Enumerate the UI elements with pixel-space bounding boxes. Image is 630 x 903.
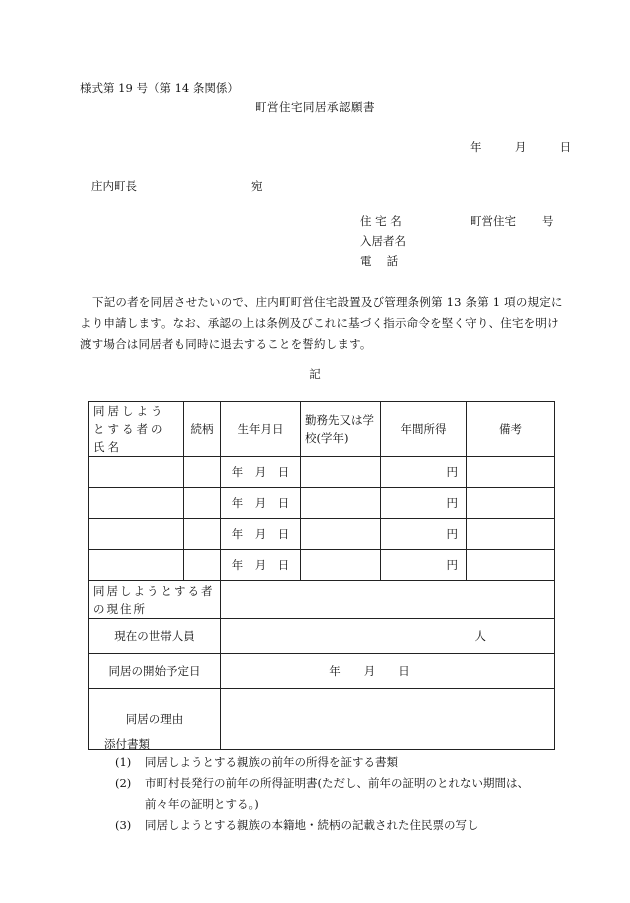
income-cell[interactable]: 円 (381, 488, 467, 519)
start-date-label: 同居の開始予定日 (89, 654, 221, 689)
phone-label: 電 話 (360, 254, 399, 268)
relation-cell[interactable] (184, 550, 221, 581)
attachment-number: (2) (115, 776, 132, 790)
header-income: 年間所得 (381, 402, 467, 457)
declaration-paragraph: 下記の者を同居させたいので、庄内町町営住宅設置及び管理条例第 13 条第 1 項の規定により申請します。なお、承認の上は条例及びこれに基づく指示命令を堅く守り、住宅を明け渡す場合は同居者も同時に退去することを誓約します。 (80, 295, 563, 351)
relation-cell[interactable] (184, 519, 221, 550)
name-cell[interactable] (89, 488, 184, 519)
addressee-name: 庄内町長 (91, 179, 137, 193)
table-row (89, 457, 555, 488)
ki-heading: 記 (309, 367, 321, 381)
attachment-number: (1) (115, 755, 132, 769)
attachment-text: 同居しようとする親族の本籍地・続柄の記載された住民票の写し (145, 818, 479, 832)
work-cell[interactable] (301, 550, 381, 581)
attachment-text: 同居しようとする親族の前年の所得を証する書類 (145, 755, 398, 769)
address-cell[interactable] (221, 581, 555, 619)
name-cell[interactable] (89, 550, 184, 581)
header-birth: 生年月日 (221, 402, 301, 457)
attachment-number: (3) (115, 818, 132, 832)
house-number-suffix: 号 (542, 214, 554, 228)
form-number: 様式第 19 号（第 14 条関係） (80, 81, 239, 95)
income-cell[interactable]: 円 (381, 550, 467, 581)
table-row (89, 550, 555, 581)
table-header-row (89, 402, 555, 457)
reason-row (89, 689, 555, 750)
house-name-value (470, 213, 554, 229)
work-cell[interactable] (301, 457, 381, 488)
notes-cell[interactable] (467, 488, 555, 519)
reason-cell[interactable] (221, 689, 555, 750)
table-row (89, 488, 555, 519)
work-cell[interactable] (301, 519, 381, 550)
header-work: 勤務先又は学校(学年) (301, 402, 381, 457)
header-name: 同居しようとする者の氏名 (89, 402, 184, 457)
reason-label: 同居の理由 (89, 689, 221, 750)
cohabitant-table (88, 401, 555, 750)
household-cell[interactable]: 人 (221, 619, 555, 654)
household-row (89, 619, 555, 654)
birth-cell[interactable]: 年 月 日 (221, 457, 301, 488)
notes-cell[interactable] (467, 550, 555, 581)
address-label: 同居しようとする者の現住所 (89, 581, 221, 619)
start-date-cell[interactable]: 年 月 日 (221, 654, 555, 689)
birth-cell[interactable]: 年 月 日 (221, 550, 301, 581)
birth-cell[interactable]: 年 月 日 (221, 519, 301, 550)
work-cell[interactable] (301, 488, 381, 519)
birth-cell[interactable]: 年 月 日 (221, 488, 301, 519)
attachments-title: 添付書類 (104, 737, 150, 751)
start-date-row (89, 654, 555, 689)
document-title: 町営住宅同居承認願書 (255, 100, 375, 114)
date-day: 日 (559, 140, 572, 154)
house-name-label: 住 宅 名 (360, 214, 402, 228)
name-cell[interactable] (89, 519, 184, 550)
header-notes: 備考 (467, 402, 555, 457)
attachment-item (115, 752, 565, 773)
date-month: 月 (514, 140, 527, 154)
addressee-suffix: 宛 (251, 179, 263, 193)
address-row (89, 581, 555, 619)
relation-cell[interactable] (184, 488, 221, 519)
attachment-text: 市町村長発行の前年の所得証明書(ただし、前年の証明のとれない期間は、 (145, 776, 529, 790)
house-type: 町営住宅 (470, 214, 516, 228)
attachment-continuation: 前々年の証明とする。) (145, 797, 259, 811)
notes-cell[interactable] (467, 457, 555, 488)
name-cell[interactable] (89, 457, 184, 488)
income-cell[interactable]: 円 (381, 457, 467, 488)
resident-name-label: 入居者名 (360, 234, 406, 248)
application-date (470, 139, 571, 155)
table-row (89, 519, 555, 550)
notes-cell[interactable] (467, 519, 555, 550)
attachment-item (115, 815, 565, 836)
household-label: 現在の世帯人員 (89, 619, 221, 654)
income-cell[interactable]: 円 (381, 519, 467, 550)
date-year: 年 (470, 140, 482, 154)
attachment-item (115, 773, 565, 794)
header-relation: 続柄 (184, 402, 221, 457)
relation-cell[interactable] (184, 457, 221, 488)
